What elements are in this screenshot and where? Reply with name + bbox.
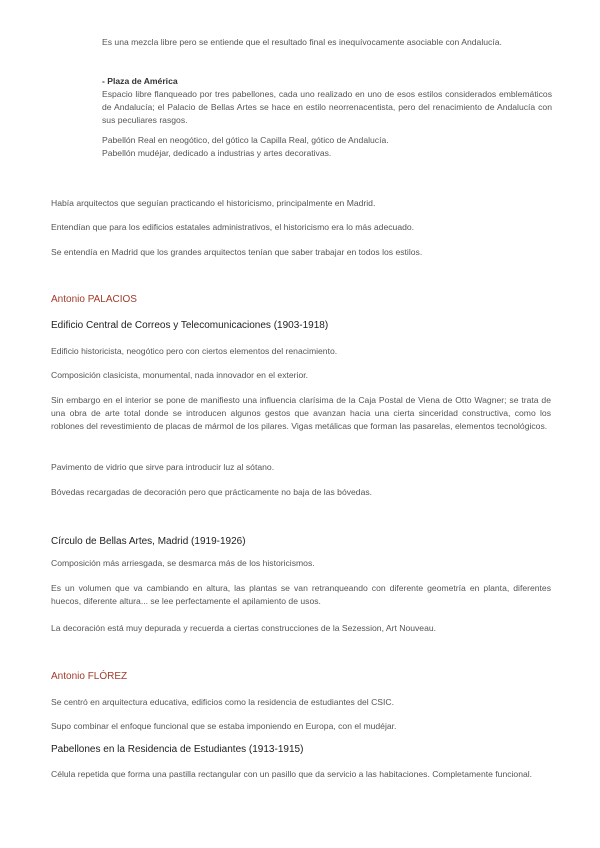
section-heading-plaza-america: - Plaza de América bbox=[102, 76, 178, 86]
paragraph-historicismo-2: Entendían que para los edificios estatales administrativos, el historicismo era lo más adecuado. bbox=[51, 222, 415, 232]
paragraph-historicismo-3: Se entendía en Madrid que los grandes arquitectos tenían que saber trabajar en todos los estilos. bbox=[51, 247, 423, 257]
paragraph-correos-5: Bóvedas recargadas de decoración pero que prácticamente no baja de las bóvedas. bbox=[51, 487, 373, 497]
paragraph-plaza-espana-tail: Es una mezcla libre pero se entiende que el resultado final es inequívocamente asociable con Andalucía. bbox=[102, 37, 502, 47]
paragraph-circulo-3: La decoración está muy depurada y recuerda a ciertas construcciones de la Sezession, Art Nouveau. bbox=[51, 623, 437, 633]
building-title-pabellones: Pabellones en la Residencia de Estudiantes (1913-1915) bbox=[51, 744, 304, 755]
paragraph-correos-1: Edificio historicista, neogótico pero con ciertos elementos del renacimiento. bbox=[51, 346, 338, 356]
paragraph-correos-2: Composición clasicista, monumental, nada innovador en el exterior. bbox=[51, 370, 308, 380]
paragraph-correos-4: Pavimento de vidrio que sirve para introducir luz al sótano. bbox=[51, 462, 275, 472]
paragraph-circulo-2: Es un volumen que va cambiando en altura, las plantas se van retranqueando con diferente geometría en planta, diferentes huecos, diferente altura... se lee perfectamente el apilamiento de usos. bbox=[51, 583, 551, 606]
paragraph-correos-3: Sin embargo en el interior se pone de manifiesto una influencia clarísima de la Caja Postal de Viena de Otto Wagner; se trata de una obra de arte total donde se introducen algunos gestos que avanzan hacia una cierta sinceridad constructiva, como los roblones del revestimiento de placas de mármol de los pilares. Vigas metálicas que forman las pasarelas, elementos tecnológicos. bbox=[51, 395, 551, 431]
building-title-circulo: Círculo de Bellas Artes, Madrid (1919-1926) bbox=[51, 536, 246, 547]
paragraph-pabellon-mudejar: Pabellón mudéjar, dedicado a industrias y artes decorativas. bbox=[102, 148, 332, 158]
paragraph-florez-1: Se centró en arquitectura educativa, edificios como la residencia de estudiantes del CSIC. bbox=[51, 697, 394, 707]
architect-heading-palacios: Antonio PALACIOS bbox=[51, 294, 137, 305]
paragraph-pabellon-real: Pabellón Real en neogótico, del gótico la Capilla Real, gótico de Andalucía. bbox=[102, 135, 389, 145]
paragraph-plaza-america: Espacio libre flanqueado por tres pabellones, cada uno realizado en uno de esos estilos considerados emblemáticos de Andalucía; el Palacio de Bellas Artes se hace en estilo neorrenacentista, pero del renacimiento de Andalucía con sus peculiares rasgos. bbox=[102, 89, 552, 125]
architect-heading-florez: Antonio FLÓREZ bbox=[51, 671, 128, 682]
paragraph-pabellones-1: Célula repetida que forma una pastilla rectangular con un pasillo que da servicio a las habitaciones. Completamente funcional. bbox=[51, 769, 533, 779]
paragraph-circulo-1: Composición más arriesgada, se desmarca más de los historicismos. bbox=[51, 558, 315, 568]
building-title-correos: Edificio Central de Correos y Telecomunicaciones (1903-1918) bbox=[51, 320, 329, 331]
paragraph-historicismo-1: Había arquitectos que seguían practicando el historicismo, principalmente en Madrid. bbox=[51, 198, 376, 208]
paragraph-florez-2: Supo combinar el enfoque funcional que se estaba imponiendo en Europa, con el mudéjar. bbox=[51, 721, 397, 731]
